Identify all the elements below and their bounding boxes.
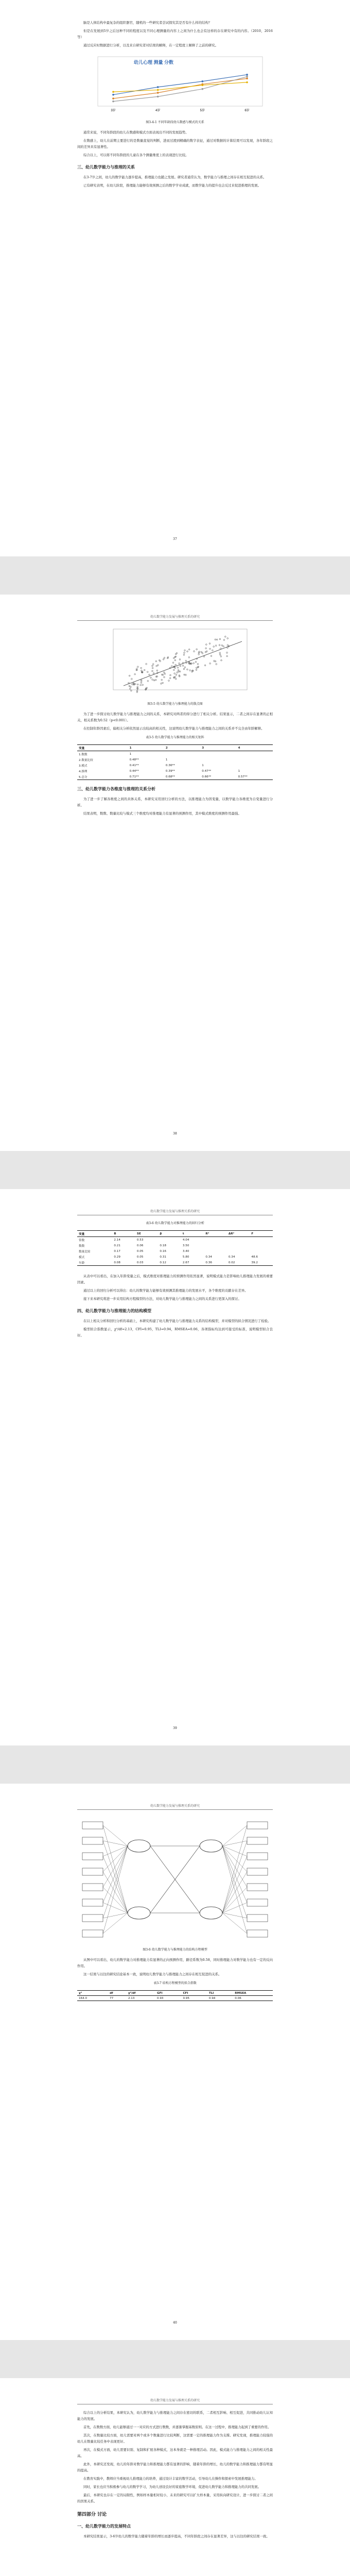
table-cell: [227, 1243, 250, 1248]
table-cell: 0.16: [160, 1249, 166, 1253]
page-gap: [0, 2340, 350, 2378]
indicator-box: [82, 1914, 103, 1922]
indicator-box: [82, 1930, 103, 1937]
data-point: [246, 78, 248, 80]
indicator-box: [247, 1853, 268, 1860]
table-cell: [250, 1237, 273, 1243]
path-arrow: [103, 1846, 128, 1887]
table-cell: 3.模式: [79, 764, 87, 768]
indicator-box: [247, 1930, 268, 1937]
table-cell: [250, 1248, 273, 1254]
path-arrow: [103, 1846, 128, 1934]
table-row: [77, 1237, 273, 1243]
table-row: [77, 751, 273, 757]
table-row: [77, 768, 273, 774]
table-cell: 数量比较: [79, 1250, 91, 1253]
table-cell: 3.50: [182, 1244, 189, 1247]
regression-table: [77, 1230, 273, 1266]
path-arrow: [222, 1913, 247, 1934]
table-cell: 0.47**: [202, 769, 212, 773]
data-point: [157, 92, 159, 94]
table-cell: 0.31: [160, 1255, 166, 1259]
table-cell: 0.17: [114, 1249, 120, 1253]
table-cell: 0.36**: [165, 764, 175, 767]
section-heading: 三、幼儿数学能力与推理的关系: [77, 165, 135, 170]
table-header-cell: SE: [135, 1231, 159, 1237]
paragraph: 其次，在数量比较方面，幼儿需要对两个或多个数量进行比较判断，这需要一定的推理能力作为支撑。研究发现，推理能力较强的幼儿在数量比较任务中表现更好。: [77, 2433, 273, 2444]
latent-variable: [200, 1907, 222, 1919]
paragraph: 综合以上的分析结果，本研究认为，幼儿数学能力与推理能力之间存在密切的联系，二者相互影响、相互促进，共同推动幼儿认知能力的发展。: [77, 2411, 273, 2421]
scatter-point: [131, 690, 132, 691]
table-cell: 0.48**: [129, 758, 139, 761]
indicator-box: [82, 1884, 103, 1891]
paragraph: 这一结果与以往的研究结论基本一致，说明幼儿数学能力与推理能力之间存在相互促进的关系。: [83, 1972, 222, 1976]
paragraph: 此外，本研究还发现，幼儿的年龄对数学能力和推理能力都有显著的影响，随着年龄的增长，幼儿的数学能力和推理能力都有明显的提高。: [77, 2462, 273, 2472]
indicator-box: [82, 1837, 103, 1844]
indicator-box: [82, 1822, 103, 1829]
scatter-plot-figure: [98, 626, 252, 698]
indicator-box: [247, 1914, 268, 1922]
x-tick-label: 3岁: [111, 109, 116, 112]
table-cell: 1: [238, 769, 240, 773]
latent-variable: [128, 1840, 150, 1852]
paragraph: 在控制年龄因素后，偏相关分析依然显示出较高的相关性，这说明幼儿数学能力与推理能力之间的关系并不完全由年龄解释。: [83, 726, 265, 731]
path-arrow: [222, 1913, 247, 1918]
table-header-cell: χ²: [77, 1991, 108, 1996]
table-row: [77, 1243, 273, 1248]
figure-caption: 图3-6 幼儿数学能力与推理能力的结构方程模型: [143, 1948, 207, 1952]
paragraph: 但是在发展到5岁之后这种不同的程度以及不同心理测量的内容上之间为什么也会有这样的存在研究中有的内容。（2010，2016 等）: [77, 29, 273, 39]
paragraph: 为了进一步了解各维度之间的具体关系，本研究采用回归分析的方法，以推理能力为因变量，以数学能力各维度为自变量进行分析。: [77, 797, 273, 807]
running-header: 幼儿数学能力发展与推理关系的研究: [77, 1209, 273, 1215]
table-header-cell: 3: [200, 745, 236, 751]
path-arrow: [103, 1856, 128, 1913]
table-cell: 3.40: [182, 1249, 189, 1253]
data-point: [202, 84, 204, 87]
page-gap: [0, 556, 350, 595]
table-header-cell: β: [158, 1231, 181, 1237]
table-title: 表3-6 幼儿数学能力对推理能力的回归分析: [146, 1222, 204, 1225]
table-header-cell: TLI: [207, 1991, 233, 1996]
indicator-box: [82, 1868, 103, 1875]
page-number: 39: [173, 1726, 177, 1730]
table-cell: 1.数数: [79, 753, 87, 756]
path-arrow: [103, 1825, 128, 1913]
paragraph: 在以上相关分析和回归分析的基础上，本研究构建了幼儿数学能力与推理能力关系的结构模型，并对模型的拟合情况进行了检验。: [83, 1319, 271, 1323]
path-arrow: [103, 1846, 128, 1918]
path-arrow: [222, 1846, 247, 1887]
page-number: 38: [173, 1132, 177, 1136]
paragraph: 再次，在模式方面，幼儿需要识别、复制和扩展各种模式，这本身就是一种推理活动。因此，模式能力与推理能力之间的相关性最高。: [77, 2448, 273, 2458]
paragraph: 结果表明，数数、数量比较与模式三个维度均对推理能力有显著的预测作用，其中模式维度的预测作用最强。: [83, 811, 241, 816]
table-cell: 0.05: [136, 1249, 144, 1253]
table-cell: 0.94: [207, 1996, 233, 2001]
table-cell: 0.93: [155, 1996, 181, 2001]
table-cell: [237, 757, 273, 762]
data-point: [157, 96, 159, 98]
table-cell: 常数: [79, 1239, 85, 1242]
table-cell: 0.66**: [200, 774, 236, 780]
table-cell: [200, 757, 236, 762]
paragraph: 本研究结果显示，3-6岁幼儿的数学能力随着年龄的增长而逐步提高，不同年龄段之间存在显著差异，这与以往的研究结果一致。: [83, 2534, 270, 2538]
table-title: 表3-5 幼儿数学能力与推理能力的相关矩阵: [146, 736, 204, 739]
indicator-box: [247, 1884, 268, 1891]
table-cell: [204, 1243, 227, 1248]
table-cell: [237, 762, 273, 768]
table-cell: [158, 1237, 181, 1243]
path-arrow: [222, 1841, 247, 1846]
table-cell: 0.53: [136, 1238, 144, 1242]
section-heading: 一、幼儿数学能力的发展特点: [77, 2524, 131, 2529]
table-row: [77, 1996, 273, 2001]
table-cell: [237, 751, 273, 757]
path-arrow: [103, 1825, 128, 1846]
paragraph: 通常来说，不同年龄段的幼儿在数感和模式方面表现出不同的发展趋势。: [83, 130, 189, 134]
paragraph: 脑是人体结构中最复杂的组织器官，随机的一些研究者尝试探究其是否有什么样的结构？: [83, 21, 212, 25]
paragraph: 综合以上，可以将不同年龄段的儿童在各个测量维度上的表现进行比较。: [83, 153, 189, 157]
paragraph: 为了进一步探讨幼儿数学能力与推理能力之间的关系，本研究对两者的得分进行了相关分析。结果显示，二者之间存在显著的正相关，相关系数为0.52（p<0.001）。: [77, 712, 273, 722]
table-cell: 数数: [79, 1244, 85, 1248]
paragraph: 首先，在数数方面，幼儿能够通过一一对应的方式进行数数，并逐渐掌握基数原则。在这一过程中，推理能力起到了重要的作用。: [83, 2425, 271, 2429]
table-cell: 0.34: [205, 1255, 212, 1259]
chart-title: 幼儿心理 测量 分数: [134, 60, 174, 65]
page-number: 37: [173, 537, 177, 541]
table-cell: 0.06: [233, 1996, 273, 2001]
indicator-box: [247, 1899, 268, 1906]
table-cell: 5.总分: [77, 774, 128, 780]
table-cell: 164.0: [77, 1996, 108, 2001]
table-row: [77, 1254, 273, 1260]
data-point: [246, 74, 248, 76]
path-diagram-figure: [77, 1815, 273, 1944]
data-point: [112, 91, 114, 93]
table-cell: 0.18: [160, 1244, 166, 1247]
table-cell: 1: [202, 764, 204, 767]
table-header-cell: 1: [128, 745, 164, 751]
table-cell: 77: [108, 1996, 127, 2001]
table-title: 表3-7 结构方程模型的拟合指数: [153, 1981, 197, 1985]
table-header-cell: GFI: [155, 1991, 181, 1996]
paragraph: 已有研究表明，在幼儿阶段，推理能力能够有效预测之后的数学学业成就，而数学能力的提升也会反过来促进推理的发展。: [83, 183, 261, 188]
paragraph: 通过以上的回归分析可以得出：幼儿的数学能力能够有效预测其推理能力的发展水平，各个维度的贡献存在差异。: [83, 1289, 248, 1293]
x-tick-label: 5岁: [200, 109, 205, 112]
page-4: [0, 1784, 350, 2340]
page-1: [0, 0, 350, 556]
table-cell: 0.02: [227, 1260, 250, 1266]
table-cell: 4.04: [182, 1238, 189, 1242]
table-cell: [204, 1237, 227, 1243]
table-cell: 0.21: [114, 1244, 120, 1247]
table-cell: 0.39**: [165, 769, 175, 773]
table-row: [77, 757, 273, 762]
table-cell: 模式: [79, 1256, 85, 1259]
table-row: [77, 762, 273, 768]
table-cell: 2.13: [127, 1996, 155, 2001]
table-header-cell: t: [181, 1231, 204, 1237]
x-tick-label: 6岁: [244, 109, 250, 112]
paragraph: 在教育实践中，教师应当重视幼儿推理能力的培养，通过设计丰富的数学活动，引导幼儿在操作和探索中发展推理能力。: [83, 2477, 258, 2481]
page-5: [0, 2378, 350, 2576]
table-cell: [200, 751, 236, 757]
table-cell: 0.12: [158, 1260, 181, 1266]
paragraph: 在3-7岁之间，幼儿的数学能力逐步提高，推理能力也随之发展。研究者通常认为，数学能力与推理之间存在相互促进的关系。: [83, 175, 267, 179]
running-header: 幼儿数学能力发展与推理关系的研究: [77, 614, 273, 621]
path-arrow: [103, 1846, 128, 1903]
section-heading: 四、幼儿数学能力与推理能力的结构模型: [77, 1309, 151, 1313]
indicator-box: [82, 1899, 103, 1906]
table-cell: 0.41**: [129, 764, 139, 767]
table-cell: 0.95: [181, 1996, 207, 2001]
table-cell: [250, 1243, 273, 1248]
page-3: [0, 1189, 350, 1745]
indicator-box: [247, 1822, 268, 1829]
paragraph: 最后，本研究也存在一定的局限性，例如样本量相对较小，未来的研究可以扩大样本量，采用纵向研究设计，进一步探讨二者之间的因果关系。: [77, 2493, 273, 2503]
table-cell: 0.08: [112, 1260, 135, 1266]
table-cell: [164, 751, 200, 757]
table-cell: 4.推理: [79, 770, 87, 773]
table-cell: 1: [129, 752, 132, 756]
paragraph: 同时，家长也应当积极参与幼儿的数学学习，为幼儿创设良好的家庭数学环境，促进幼儿数学能力和推理能力的共同发展。: [83, 2485, 261, 2489]
table-cell: 0.05: [136, 1255, 144, 1259]
table-cell: [227, 1248, 250, 1254]
fit-index-table: [77, 1990, 273, 2001]
line-chart-figure: [77, 53, 273, 114]
paragraph: 接下来本研究将进一步采用结构方程模型的方法，对幼儿数学能力与推理能力之间的关系进行更深入的探讨。: [83, 1297, 241, 1301]
path-arrow: [103, 1841, 128, 1913]
running-header: 幼儿数学能力发展与推理关系的研究: [77, 1803, 273, 1810]
page-number: 40: [173, 2321, 177, 2325]
table-header-cell: RMSEA: [233, 1991, 273, 1996]
indicator-box: [82, 1853, 103, 1860]
table-cell: 0.68**: [164, 774, 200, 780]
chapter-heading: 第四部分 讨论: [77, 2512, 107, 2517]
latent-variable: [200, 1840, 222, 1852]
indicator-box: [247, 1837, 268, 1844]
table-cell: 39.2: [250, 1260, 273, 1266]
data-point: [112, 94, 114, 96]
table-header-cell: 变量: [77, 1231, 112, 1237]
data-point: [112, 97, 114, 99]
table-row: [77, 774, 273, 780]
path-arrow: [222, 1846, 247, 1918]
data-point: [157, 86, 159, 88]
path-arrow: [103, 1872, 128, 1913]
figure-caption: 图3-5 幼儿数学能力与推理能力的散点图: [147, 702, 203, 706]
table-header-cell: ΔR²: [227, 1231, 250, 1237]
table-cell: 0.36: [204, 1260, 227, 1266]
table-row: [77, 1260, 273, 1266]
table-header-cell: F: [250, 1231, 273, 1237]
indicator-box: [247, 1868, 268, 1875]
table-cell: [204, 1248, 227, 1254]
paragraph: 在数感上，幼儿在前期主要进行的是数量直觉的判断，进而过渡到精确的数字表征，通过对数据的计算结果可以发现，各年龄段之间的差异具有显著性。: [77, 139, 273, 149]
table-cell: 48.6: [251, 1255, 258, 1259]
table-cell: 2.14: [114, 1238, 120, 1242]
table-cell: 0.57**: [237, 774, 273, 780]
table-cell: 0.06: [136, 1244, 144, 1247]
path-arrow: [222, 1846, 247, 1903]
table-cell: 0.34: [228, 1255, 235, 1259]
paragraph: 从图中可以看出，幼儿的数学能力对推理能力有显著的正向预测作用，路径系数为0.58，同时推理能力对数学能力也有一定的反向作用。: [77, 1958, 273, 1968]
table-cell: 0.44**: [129, 769, 139, 773]
path-arrow: [222, 1872, 247, 1913]
data-point: [246, 81, 248, 83]
path-arrow: [103, 1841, 128, 1846]
path-arrow: [222, 1846, 247, 1934]
table-cell: 年龄: [77, 1260, 112, 1266]
table-header-cell: 4: [237, 745, 273, 751]
path-arrow: [222, 1856, 247, 1913]
latent-variable: [128, 1907, 150, 1919]
table-header-cell: R²: [204, 1231, 227, 1237]
table-row: [77, 1248, 273, 1254]
table-cell: [227, 1237, 250, 1243]
page-gap: [0, 1151, 350, 1189]
paragraph: 模型拟合指数显示，χ²/df=2.13，CFI=0.95，TLI=0.94，RMSEA=0.06，各项指标均达到可接受的标准，说明模型拟合良好。: [77, 1327, 273, 1337]
table-cell: 1: [165, 758, 168, 761]
correlation-table: [77, 744, 273, 780]
table-header-cell: B: [112, 1231, 135, 1237]
x-tick-label: 4岁: [155, 109, 161, 112]
table-cell: 0.29: [114, 1255, 120, 1259]
table-header-cell: χ²/df: [127, 1991, 155, 1996]
data-point: [112, 100, 114, 103]
table-cell: 2.数量比较: [79, 758, 93, 762]
data-point: [246, 76, 248, 78]
section-heading: 三、幼儿数学能力各维度与推理的关系分析: [77, 787, 155, 791]
table-header-cell: df: [108, 1991, 127, 1996]
path-arrow: [222, 1841, 247, 1913]
table-header-cell: 变量: [77, 745, 128, 751]
table-cell: 5.80: [182, 1255, 189, 1259]
path-arrow: [103, 1913, 128, 1918]
table-cell: 0.03: [135, 1260, 159, 1266]
path-arrow: [222, 1825, 247, 1913]
path-arrow: [222, 1825, 247, 1846]
data-point: [202, 88, 204, 90]
table-header-cell: CFI: [181, 1991, 207, 1996]
running-header: 幼儿数学能力发展与推理关系的研究: [77, 2398, 273, 2404]
paragraph: 通过反应时数据进行分析，以及来自研究者对结果的解释，在一定程度上解释了之前的研究。: [83, 43, 219, 47]
path-arrow: [103, 1913, 128, 1934]
data-point: [202, 80, 204, 82]
table-cell: 2.67: [181, 1260, 204, 1266]
table-cell: 0.71**: [128, 774, 164, 780]
paragraph: 从表中可以看出，在加入年龄变量之后，模式维度对推理能力的预测作用依然显著，说明模式能力是影响幼儿推理能力发展的重要因素。: [77, 1274, 273, 1284]
page-2: [0, 595, 350, 1151]
page-gap: [0, 1745, 350, 1784]
figure-caption: 图3-4-1 不同年龄段幼儿数感与模式的关系: [146, 121, 204, 124]
data-point: [157, 89, 159, 91]
table-header-cell: 2: [164, 745, 200, 751]
